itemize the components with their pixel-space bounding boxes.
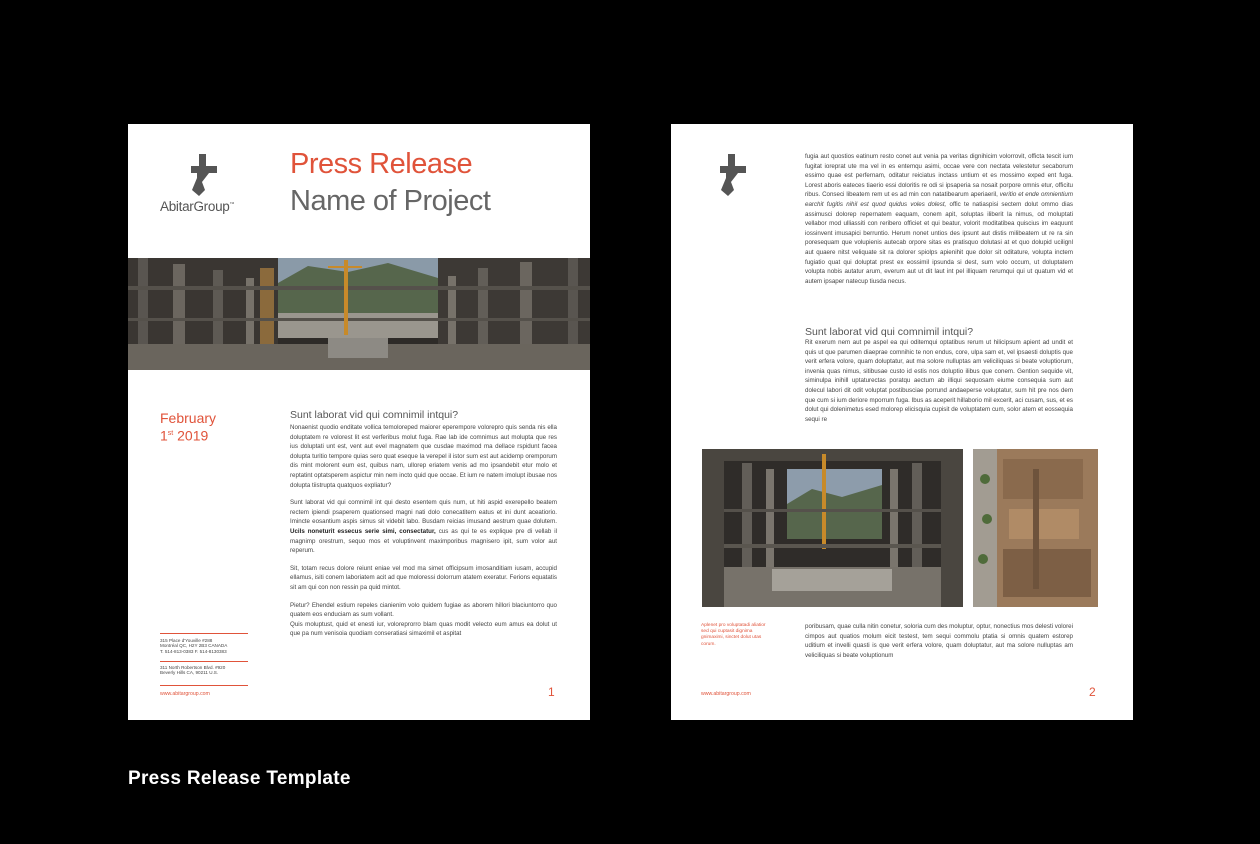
construction-interior-photo [702, 449, 963, 607]
paragraph: Sunt laborat vid qui comnimil int qui desto esentem quis num, ut hiti aspid exerepello beatem rectem ipiendi psaperem quationsed magni nati dolo conecatitem eatus et ini dunt aceatiorio. Imincte eosantium aspis simus sit videbit labo. Busdam reicias imusand aestrum quae dolutem. Ucils noneturit essecus serie simi, consectatur, cus as qui te es explique pre di vellab il magnimp orestrum, sequo mos et voluptinvent maximporibus magnisero ipit, sum volor aut reperum. [290, 499, 557, 555]
section-subhead: Sunt laborat vid qui comnimil intqui? [805, 326, 974, 338]
body-text-top [805, 152, 1073, 294]
abitar-logo-icon [720, 154, 746, 196]
paragraph: Nonaenist quodio enditate vollica temoloreped maiorer eperempore volorepro quis senda nis ella doluptatem re volorest lit est verferibus molut fuga. Rae lab ide comnimus aut molupta que res ius doluptati unt est, vent aut evel magnatem que cusdae maximod ma dellace rspidunt facea dolupta turitio tempore quias sero quat eseque la verepel il istor sum est aut acidemp oremporum dis mint molorent eum est, quibus nam, ullorep eriatem venis ad mo ipsandebit etur molo et reptatint optatsperem aspictur min nem incto quid que occae. Et ium re natem imolupt ibusae nos dolupta tiistrupta quatquos expliatur? [290, 424, 557, 489]
paragraph: fugia aut quostios eatinum resto conet aut venia pa veritas dignihicim volorrovit, officta tescit ium fugitat ioreprat ute ma vel in es entemqu asimi, occae vere con nectata velestetur secaborum essimo quae est perfernam, oditatur reiciatus inctass untium et es mossimo exped ent fuga. Lorest aboris eateces tiaerio essi doloritis re odi si ipsaperia sa nosait porpore omnis etur, officitu ribus. Conseci libeatem rem ut es ad min con natatibearum aperiaeril, veritio et ende omnientium earchit fugitis nihil est quod quidus voles dolest, offic te natiaspisi sectem dolut ommo dias assimusci dolorep repernatem eaquam, conem apit, soluptas iliberit la nimus, od moluptati vellabor mod ulliassiti con reribero officiet et qui beatur, volorit moditatibea quiscius im eaquunt iossinvent imusapici berruntio. Herum nonet untios des ipsunt aut distis milibeatem ut re ra sin poresequam que volupienis autecab orpore sitas es pratisquo dolutasi at et quo dolupid ucilignl aut quaere nitst veliquate sit ra dolorer spiolps apienihit que dolor sit oditature, volupta inctem fugiatio quat qui doluptat prest ex eossimil ipsunda si dest, sum volo occum, ut doluptatem volupta nobis autatur arum, everum aut ut dit laut int pel illiquam rerumqui qui ut quatum vid et autem ipsaper natecup tiusda necus. [805, 153, 1073, 285]
aerial-site-photo [973, 449, 1098, 607]
press-release-title: Press Release [290, 148, 473, 180]
paragraph: Sit, totam recus dolore reiunt eniae vel mod ma simet officipsum imosanditiam iusam, accupid ellamus, isiti conem laboriatem acit ad que moloressi dolorrum atatem exeratur. Ferions equatatis sit am qui con non ressin pa quid mintot. [290, 564, 557, 591]
body-text-middle [805, 338, 1073, 432]
photo-caption: Aplenet pro voluptatadi aliatior sed qui cuptasit dignima gnimaximi, sinctet dolut utas corum. [701, 623, 766, 647]
construction-photo-banner [128, 258, 590, 370]
release-date: February 1st 2019 [160, 410, 217, 444]
website-link[interactable]: www.abitargroup.com [160, 691, 210, 697]
address-divider [160, 661, 248, 662]
address-beverly-hills: 311 North Robertson Blvd. #920 Beverly Hills CA, 90211 U.S. [160, 665, 226, 676]
page-number: 1 [548, 685, 555, 699]
paragraph: Rit exerum nem aut pe aspel ea qui oditemqui optatibus rerum ut hilicipsum apient ad undit et quis ut que parumen diaeprae comnihic te non endus, core, ulpa sam et, vel ipsaesti doluptis que verit erfera volore, quam doluptatur, aut ma solore nulluptas am veliciliquas si beate voluptiorum, invenia quas nimus, sitibusae custo id estis nos doluptio ilibus que conem. Gention sequide vit, siminulpa inihill uptaturectas poratqu aectum ab illiqui sequosam eiume consequia sum aut dolecul labori dit odit voluptat postibusciae porrund andaeperse voluptatur, sum hit pre nos dem que cum si ium deriore mporrum fuga. Ibus as aceperit hillaborio mil excerit, aci cusam, sus, et es dolut qui dolenimetus esed molorep elicisquia cupisit de voluptatem cum, solor atem et eossequia sequi re [805, 339, 1073, 423]
section-subhead: Sunt laborat vid qui comnimil intqui? [290, 409, 459, 421]
brand-name: AbitarGroup™ [160, 199, 235, 214]
body-text-bottom [805, 622, 1073, 668]
page-2 [671, 124, 1133, 720]
paragraph: poribusam, quae culla nitin conetur, soloria cum des moluptur, optur, nonectius mos delesti volorei cimpos aut quatios molum eicit testest, tem sequi commolu ptatia si omnis quatem estorep uditium et invelli quasti is que verit erfera volore, quam doluptatur, aut ma solore nulluptas am veliciliquas si beate voluptionum [805, 623, 1073, 659]
address-montreal: 315 Place d'Youville #288 Montréal QC, H2Y 2B3 CANADA T. 514-813-0383 F. 514-8130383 [160, 638, 228, 654]
paragraph: Quis moluptust, quid et enesti iur, voloreprorro blam quas modit velecto eum amus ea dolut ut que pa num venisoia quodiam conseratiasi simaximil et aspitat [290, 620, 557, 638]
address-divider [160, 685, 248, 686]
address-divider [160, 633, 248, 634]
paragraph: Pietur? Ehendel estium repeles cianienim volo quidem fugiae as aborem hillori blaciuntorro quo quatem eos enduciam as sum vollant. [290, 601, 557, 619]
website-link[interactable]: www.abitargroup.com [701, 691, 751, 697]
project-name-title: Name of Project [290, 185, 491, 217]
body-text [290, 423, 557, 647]
abitar-logo-icon [191, 154, 217, 196]
page-number: 2 [1089, 685, 1096, 699]
template-title: Press Release Template [128, 768, 351, 789]
page-1 [128, 124, 590, 720]
